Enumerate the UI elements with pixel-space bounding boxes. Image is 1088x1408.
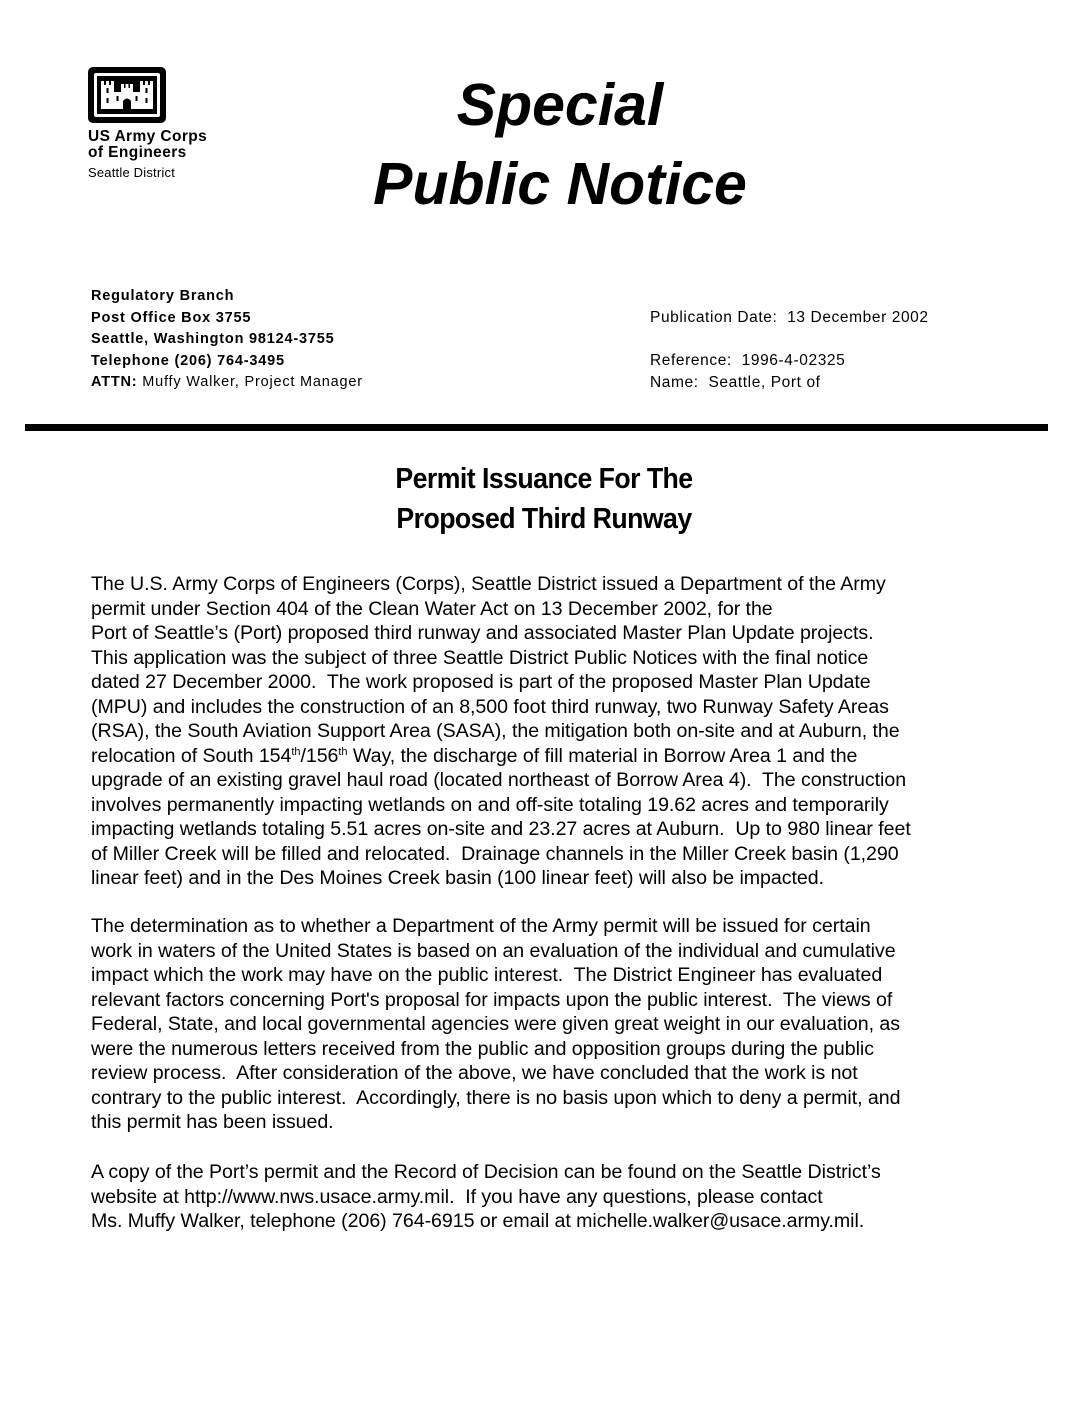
paragraph-determination (91, 914, 1011, 1135)
text-line: website at http://www.nws.usace.army.mil. If you have any questions, please contact (91, 1185, 823, 1208)
org-name-line2: of Engineers (88, 144, 187, 161)
notice-info-block (650, 307, 929, 394)
po-box: Post Office Box 3755 (91, 309, 252, 326)
attn-line (91, 372, 363, 394)
paragraph-permit-description (91, 572, 1011, 891)
text-line-with-ordinals (91, 744, 1011, 769)
org-name (88, 129, 268, 161)
text-line: review process. After consideration of the above, we have concluded that the work is not (91, 1062, 858, 1084)
text-line: contrary to the public interest. Accordingly, there is no basis upon which to deny a permit, and (91, 1086, 901, 1109)
text-line: dated 27 December 2000. The work proposed is part of the proposed Master Plan Update (91, 671, 871, 693)
text-line: this permit has been issued. (91, 1111, 334, 1133)
city-state-zip: Seattle, Washington 98124-3755 (91, 331, 335, 347)
spacer (650, 329, 929, 350)
castle-icon (88, 67, 166, 123)
reference-number: Reference: 1996-4-02325 (650, 352, 846, 369)
text-line: Federal, State, and local governmental agencies were given great weight in our evaluation, as (91, 1013, 900, 1035)
text-line: A copy of the Port’s permit and the Record of Decision can be found on the Seattle District’s (91, 1161, 881, 1183)
attn-value: Muffy Walker, Project Manager (137, 374, 363, 390)
notice-subject (283, 459, 806, 539)
text-segment: /156 (300, 744, 339, 767)
text-line: (MPU) and includes the construction of an 8,500 foot third runway, two Runway Safety Areas (91, 695, 889, 718)
publication-date: Publication Date: 13 December 2002 (650, 309, 929, 326)
title-line-1: Special (456, 72, 664, 138)
text-line: Port of Seattle’s (Port) proposed third runway and associated Master Plan Update projects. (91, 622, 874, 644)
text-line: relevant factors concerning Port's proposal for impacts upon the public interest. The views of (91, 988, 893, 1011)
text-line: impact which the work may have on the public interest. The District Engineer has evaluated (91, 964, 883, 986)
branch-name: Regulatory Branch (91, 288, 235, 304)
text-line: linear feet) and in the Des Moines Creek basin (100 linear feet) will also be impacted. (91, 867, 824, 889)
org-name-line1: US Army Corps (88, 128, 208, 145)
subject-line-1: Permit Issuance For The (395, 463, 693, 495)
applicant-name: Name: Seattle, Port of (650, 374, 821, 391)
address-block (91, 286, 363, 394)
text-segment: relocation of South 154 (91, 744, 292, 767)
text-line: The U.S. Army Corps of Engineers (Corps), Seattle District issued a Department of the Army (91, 573, 886, 595)
ordinal-suffix: th (338, 745, 348, 758)
text-line: work in waters of the United States is based on an evaluation of the individual and cumulative (91, 939, 896, 962)
page-title (340, 66, 780, 224)
text-line: involves permanently impacting wetlands on and off-site totaling 19.62 acres and temporarily (91, 793, 889, 816)
text-line: upgrade of an existing gravel haul road (located northeast of Borrow Area 4). The construction (91, 769, 907, 791)
paragraph-contact (91, 1160, 1011, 1234)
org-logo-block (88, 67, 268, 181)
text-segment: Way, the discharge of fill material in Borrow Area 1 and the (347, 744, 858, 767)
text-line: of Miller Creek will be filled and relocated. Drainage channels in the Miller Creek basin (1,290 (91, 842, 899, 865)
text-line: The determination as to whether a Department of the Army permit will be issued for certain (91, 915, 871, 937)
attn-label: ATTN: (91, 374, 138, 390)
telephone: Telephone (206) 764-3495 (91, 352, 285, 369)
subject-line-2: Proposed Third Runway (396, 503, 692, 535)
text-line: (RSA), the South Aviation Support Area (SASA), the mitigation both on-site and at Auburn, the (91, 720, 900, 742)
ordinal-suffix: th (291, 745, 301, 758)
text-line: This application was the subject of three Seattle District Public Notices with the final notice (91, 646, 869, 669)
title-line-2: Public Notice (373, 151, 747, 217)
text-line: impacting wetlands totaling 5.51 acres on-site and 23.27 acres at Auburn. Up to 980 linear feet (91, 818, 911, 840)
text-line: Ms. Muffy Walker, telephone (206) 764-6915 or email at michelle.walker@usace.army.mil. (91, 1210, 865, 1232)
horizontal-divider (25, 424, 1048, 431)
text-line: were the numerous letters received from the public and opposition groups during the public (91, 1037, 874, 1060)
org-district: Seattle District (88, 165, 176, 180)
text-line: permit under Section 404 of the Clean Water Act on 13 December 2002, for the (91, 597, 773, 620)
